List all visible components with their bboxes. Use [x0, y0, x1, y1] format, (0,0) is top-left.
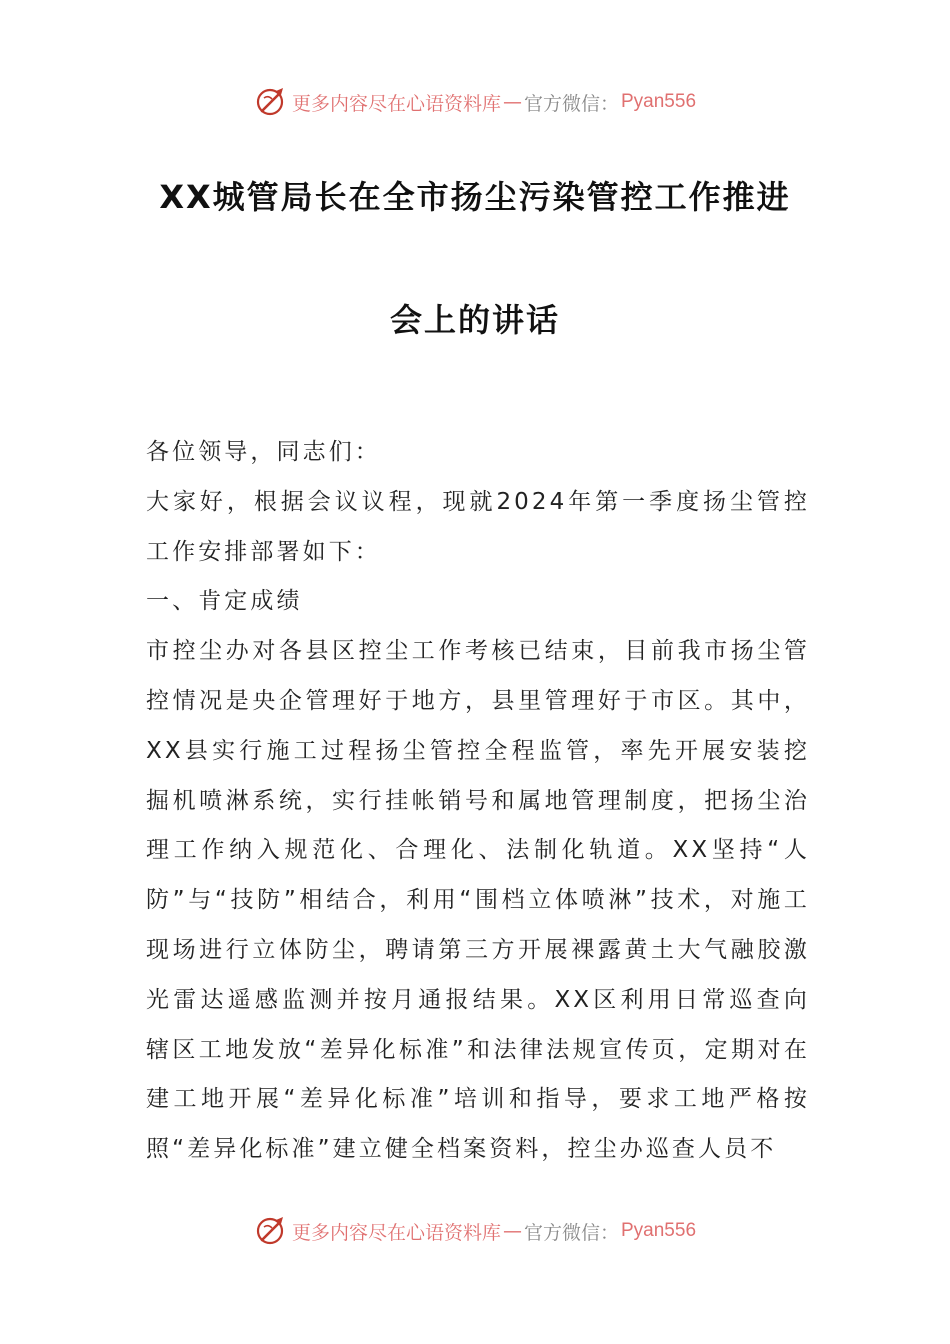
pen-logo-icon — [254, 1214, 288, 1248]
header-watermark — [0, 82, 950, 122]
salutation: 各位领导，同志们： — [146, 439, 381, 465]
document-title-line1: XX城管局长在全市扬尘污染管控工作推进 — [159, 178, 791, 216]
section1-paragraph: 市控尘办对各县区控尘工作考核已结束，目前我市扬尘管控情况是央企管理好于地方，县里管理好于市区。其中，XX县实行施工过程扬尘管控全程监管，率先开展安装挖掘机喷淋系统，实行挂帐销号和属地管理制度，把扬尘治理工作纳入规范化、合理化、法制化轨道。XX坚持“人防”与“技防”相结合，利用“围档立体喷淋”技术，对施工现场进行立体防尘，聘请第三方开展裸露黄土大气融胶激光雷达遥感监测并按月通报结果。XX区利用日常巡查向辖区工地发放“差异化标准”和法律法规宣传页，定期对在建工地开展“差异化标准”培训和指导，要求工地严格按照“差异化标准”建立健全档案资料，控尘办巡查人员不 — [146, 638, 810, 1163]
document-body — [146, 428, 810, 1175]
watermark-handle: Pyan556 — [621, 91, 697, 112]
pen-logo-icon — [254, 85, 288, 119]
watermark-site: 更多内容尽在心语资料库 — [291, 1221, 501, 1244]
document-title-line2: 会上的讲话 — [389, 301, 560, 339]
intro-paragraph: 大家好，根据会议议程，现就2024年第一季度扬尘管控工作安排部署如下： — [146, 488, 810, 565]
footer-watermark — [0, 1211, 950, 1251]
watermark-label: 官方微信： — [523, 1221, 619, 1244]
watermark-separator: — — [502, 91, 522, 113]
watermark-handle: Pyan556 — [621, 1220, 697, 1241]
watermark-separator: — — [502, 1220, 522, 1242]
section1-heading: 一、肯定成绩 — [146, 588, 303, 615]
watermark-site: 更多内容尽在心语资料库 — [291, 92, 501, 115]
watermark-label: 官方微信： — [523, 92, 619, 115]
